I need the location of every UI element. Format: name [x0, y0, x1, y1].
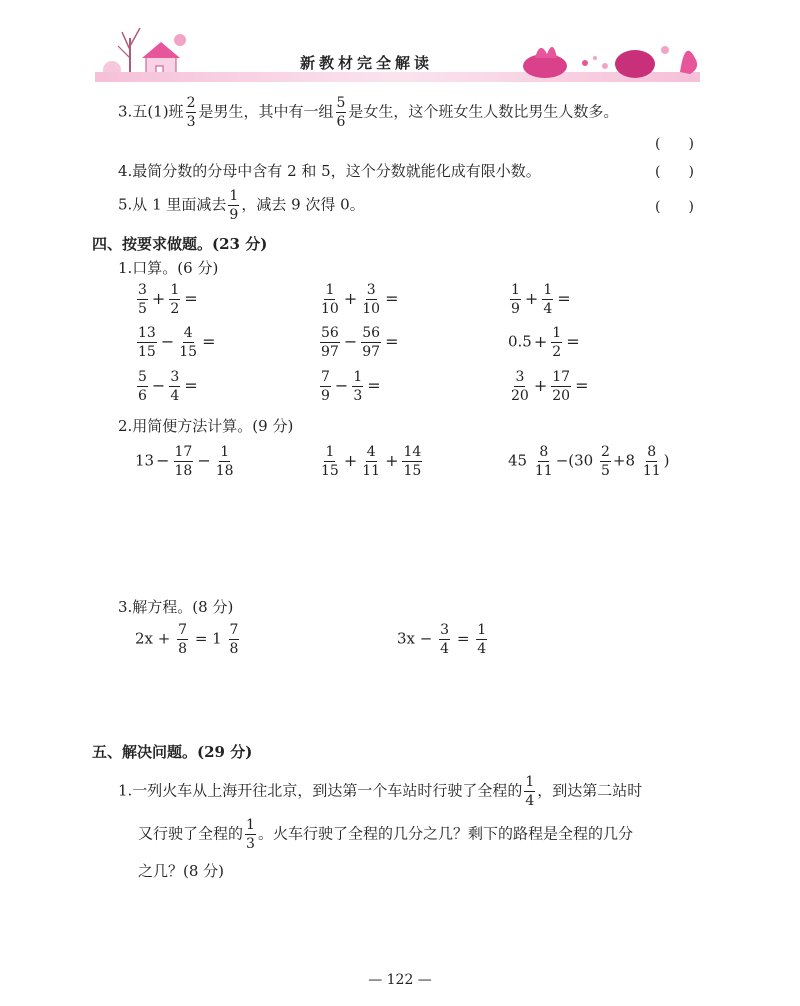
fraction: $\frac{14}{15}$	[403, 444, 422, 479]
fraction: $\frac{5}{6}$	[336, 95, 346, 130]
fraction: $\frac{3}{5}$	[138, 282, 147, 317]
fraction: $\frac{2}{5}$	[601, 444, 610, 479]
problem-1-line-2: 又行驶了全程的 $\frac{1}{3}$ 。火车行驶了全程的几分之几？剩下的路程是全程的几分	[138, 817, 633, 852]
part-1-title: 1.口算。(6 分)	[118, 259, 219, 277]
oral-calc-item: $\frac{1}{10}$ + $\frac{3}{10}$ =	[321, 282, 399, 317]
fraction: $\frac{7}{9}$	[321, 369, 330, 404]
fraction: $\frac{2}{3}$	[186, 95, 196, 130]
judge-q3	[118, 96, 618, 129]
fraction: $\frac{8}{11}$	[534, 444, 553, 479]
fraction: $\frac{56}{97}$	[362, 325, 381, 360]
q3-text-a: 五(1)班	[132, 102, 184, 121]
oral-calc-item: $\frac{13}{15}$ − $\frac{4}{15}$ =	[138, 325, 216, 360]
calc-expression-1: 13 − $\frac{17}{18}$ − $\frac{1}{18}$	[135, 444, 234, 479]
judge-q4: 4.最简分数的分母中含有 2 和 5，这个分数就能化成有限小数。	[118, 162, 541, 180]
fraction: $\frac{1}{10}$	[321, 282, 339, 317]
q3-text-c: 是女生，这个班女生人数比男生人数多。	[348, 102, 619, 121]
fraction: $\frac{3}{20}$	[511, 369, 529, 404]
fraction: $\frac{1}{3}$	[353, 369, 363, 404]
flower-decoration-icon	[515, 28, 705, 80]
fraction: $\frac{3}{10}$	[362, 282, 381, 317]
fraction: $\frac{1}{4}$	[477, 622, 487, 657]
fraction: $\frac{1}{4}$	[525, 774, 535, 809]
section-4-title: 四、按要求做题。(23 分)	[92, 235, 268, 253]
answer-parentheses[interactable]: ( )	[655, 199, 694, 215]
oral-calc-item: $\frac{3}{20}$ + $\frac{17}{20}$ =	[511, 369, 589, 404]
calc-expression-2: $\frac{1}{15}$ + $\frac{4}{11}$ + $\frac{14}{15}$	[321, 444, 422, 479]
problem-1-line-3: 之几？(8 分)	[138, 862, 225, 880]
page-number: — 122 —	[368, 972, 432, 988]
oral-calc-item: $\frac{3}{5}$ + $\frac{1}{2}$ =	[138, 282, 198, 317]
fraction: $\frac{1}{3}$	[246, 817, 255, 852]
fraction: $\frac{1}{2}$	[170, 282, 180, 317]
part-3-title: 3.解方程。(8 分)	[118, 598, 234, 616]
judge-q5	[118, 189, 365, 222]
fraction: $\frac{3}{4}$	[170, 369, 180, 404]
fraction: $\frac{1}{4}$	[543, 282, 553, 317]
fraction: $\frac{3}{4}$	[440, 622, 450, 657]
q3-text-b: 是男生，其中有一组	[198, 102, 334, 121]
equation-1: 2x + $\frac{7}{8}$ = 1 $\frac{7}{8}$	[135, 622, 239, 657]
section-5-title: 五、解决问题。(29 分)	[92, 743, 253, 761]
oral-calc-item: 0.5 + $\frac{1}{2}$ =	[508, 325, 580, 360]
part-2-title: 2.用简便方法计算。(9 分)	[118, 417, 294, 435]
answer-parentheses[interactable]: ( )	[655, 164, 694, 180]
fraction: $\frac{7}{8}$	[229, 622, 239, 657]
oral-calc-item: $\frac{5}{6}$ − $\frac{3}{4}$ =	[138, 369, 198, 404]
fraction: $\frac{5}{6}$	[138, 369, 147, 404]
fraction: $\frac{17}{18}$	[174, 444, 193, 479]
fraction: $\frac{7}{8}$	[178, 622, 188, 657]
fraction: $\frac{1}{9}$	[511, 282, 520, 317]
fraction: $\frac{4}{15}$	[179, 325, 198, 360]
q5-text-b: ，减去 9 次得 0。	[241, 195, 365, 214]
fraction: $\frac{1}{2}$	[552, 325, 562, 360]
problem-1-line-1: 1.一列火车从上海开往北京，到达第一个车站时行驶了全程的 $\frac{1}{4}$ ，到达第二站时	[118, 774, 643, 809]
oral-calc-item: $\frac{7}{9}$ − $\frac{1}{3}$ =	[321, 369, 381, 404]
oral-calc-item: $\frac{56}{97}$ − $\frac{56}{97}$ =	[321, 325, 399, 360]
fraction: $\frac{1}{18}$	[215, 444, 234, 479]
fraction: $\frac{13}{15}$	[138, 325, 156, 360]
header-title: 新教材完全解读	[300, 54, 434, 72]
calc-expression-3: 45 $\frac{8}{11}$ −(30 $\frac{2}{5}$ +8 $\frac{8}{11}$ )	[508, 444, 670, 479]
fraction: $\frac{4}{11}$	[362, 444, 381, 479]
fraction: $\frac{1}{15}$	[321, 444, 339, 479]
fraction: $\frac{8}{11}$	[642, 444, 661, 479]
answer-parentheses[interactable]: ( )	[655, 136, 694, 152]
equation-2: 3x − $\frac{3}{4}$ = $\frac{1}{4}$	[397, 622, 487, 657]
oral-calc-item: $\frac{1}{9}$ + $\frac{1}{4}$ =	[511, 282, 571, 317]
fraction: $\frac{56}{97}$	[321, 325, 339, 360]
q3-num: 3.	[118, 102, 133, 121]
fraction: $\frac{17}{20}$	[552, 369, 571, 404]
fraction: $\frac{1}{9}$	[229, 188, 239, 223]
q5-text-a: 5.从 1 里面减去	[118, 195, 227, 214]
